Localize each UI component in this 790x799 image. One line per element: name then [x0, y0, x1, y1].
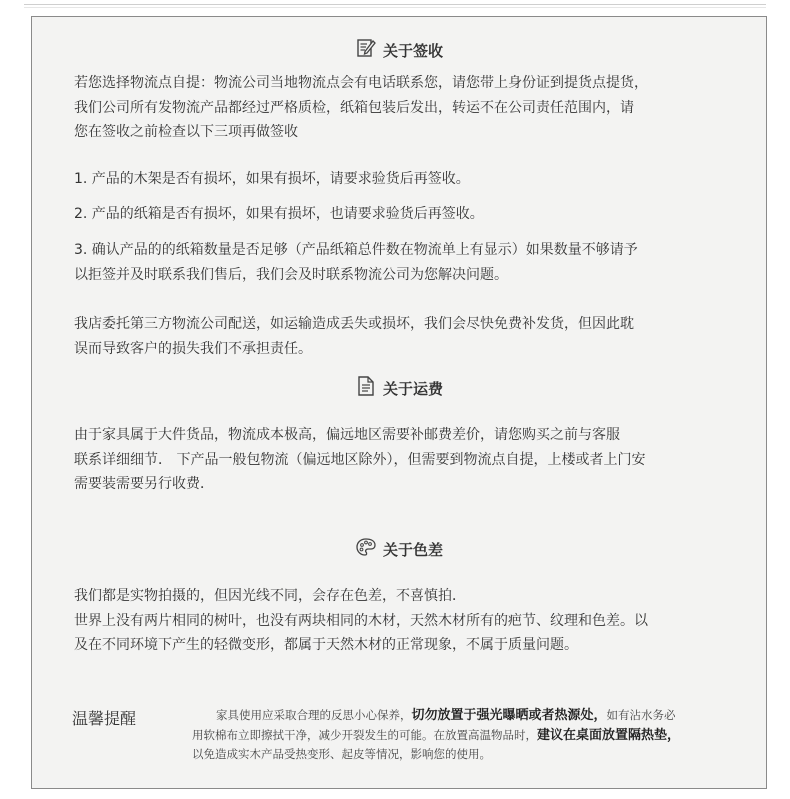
color-text	[74, 584, 734, 658]
shipping-line: 需要装需要另行收费．	[74, 476, 214, 492]
reminder-line-1	[192, 706, 752, 726]
sign-intro	[74, 71, 734, 145]
top-divider-secondary	[24, 7, 766, 8]
sign-title-text: 关于签收	[382, 41, 443, 60]
sign-note	[74, 312, 734, 361]
reminder-title: 温馨提醒	[72, 709, 137, 728]
shipping-section-title	[32, 375, 766, 401]
reminder-line-1-a: 家具使用应采取合理的反思小心保养，	[216, 708, 412, 722]
color-line: 世界上没有两片相同的树叶，也没有两块相同的木材，天然木材所有的疤节、纹理和色差。以	[74, 612, 648, 629]
sign-item-3-line: 3. 确认产品的的纸箱数量是否足够（产品纸箱总件数在物流单上有显示）如果数量不够请予	[74, 242, 638, 258]
reminder-line-3: 以免造成实木产品受热变形、起皮等情况，影响您的使用。	[192, 747, 491, 761]
color-section-title	[32, 536, 766, 562]
reminder-warning-1: 切勿放置于强光曝晒或者热源处，	[411, 708, 607, 723]
sign-section-title	[32, 37, 766, 63]
shipping-line: 联系详细细节． 下产品一般包物流（偏远地区除外），但需要到物流点自提，上楼或者上门安	[74, 451, 646, 468]
notice-panel	[31, 16, 767, 789]
color-title-text: 关于色差	[382, 540, 443, 559]
color-line: 我们都是实物拍摄的，但因光线不同，会存在色差，不喜慎拍．	[74, 588, 466, 604]
reminder-line-1-c: 如有沾水务必	[606, 708, 676, 722]
document-list-icon	[355, 375, 377, 401]
sign-note-line: 我店委托第三方物流公司配送，如运输造成丢失或损坏，我们会尽快免费补发货，但因此耽	[74, 316, 634, 332]
reminder-line-2-a: 用软棉布立即擦拭干净，减少开裂发生的可能。在放置高温物品时，	[192, 727, 537, 742]
sign-item-2-text: 2. 产品的纸箱是否有损坏，如果有损坏，也请要求验货后再签收。	[74, 206, 484, 222]
sign-note-line: 误而导致客户的损失我们不承担责任。	[74, 340, 312, 357]
sign-intro-line: 若您选择物流点自提：物流公司当地物流点会有电话联系您，请您带上身份证到提货点提货，	[74, 75, 648, 91]
shipping-text	[74, 423, 734, 497]
sign-item-3	[74, 238, 734, 287]
document-pen-icon	[355, 37, 377, 63]
reminder-warning-2: 建议在桌面放置隔热垫，	[537, 727, 681, 743]
reminder-line-2	[192, 726, 752, 746]
sign-item-3-line: 以拒签并及时联系我们售后，我们会及时联系物流公司为您解决问题。	[74, 266, 508, 283]
palette-icon	[355, 536, 377, 562]
sign-item-1-text: 1. 产品的木架是否有损坏，如果有损坏，请要求验货后再签收。	[74, 171, 470, 187]
sign-intro-line: 我们公司所有发物流产品都经过严格质检，纸箱包装后发出，转运不在公司责任范围内，请	[74, 99, 634, 116]
shipping-line: 由于家具属于大件货品，物流成本极高，偏远地区需要补邮费差价，请您购买之前与客服	[74, 427, 620, 443]
shipping-title-text: 关于运费	[382, 379, 443, 398]
sign-intro-line: 您在签收之前检查以下三项再做签收	[74, 124, 298, 140]
sign-item-1	[74, 167, 734, 192]
top-divider	[24, 4, 766, 5]
reminder-text	[192, 706, 752, 765]
sign-item-2	[74, 202, 734, 227]
color-line: 及在不同环境下产生的轻微变形，都属于天然木材的正常现象，不属于质量问题。	[74, 637, 578, 653]
